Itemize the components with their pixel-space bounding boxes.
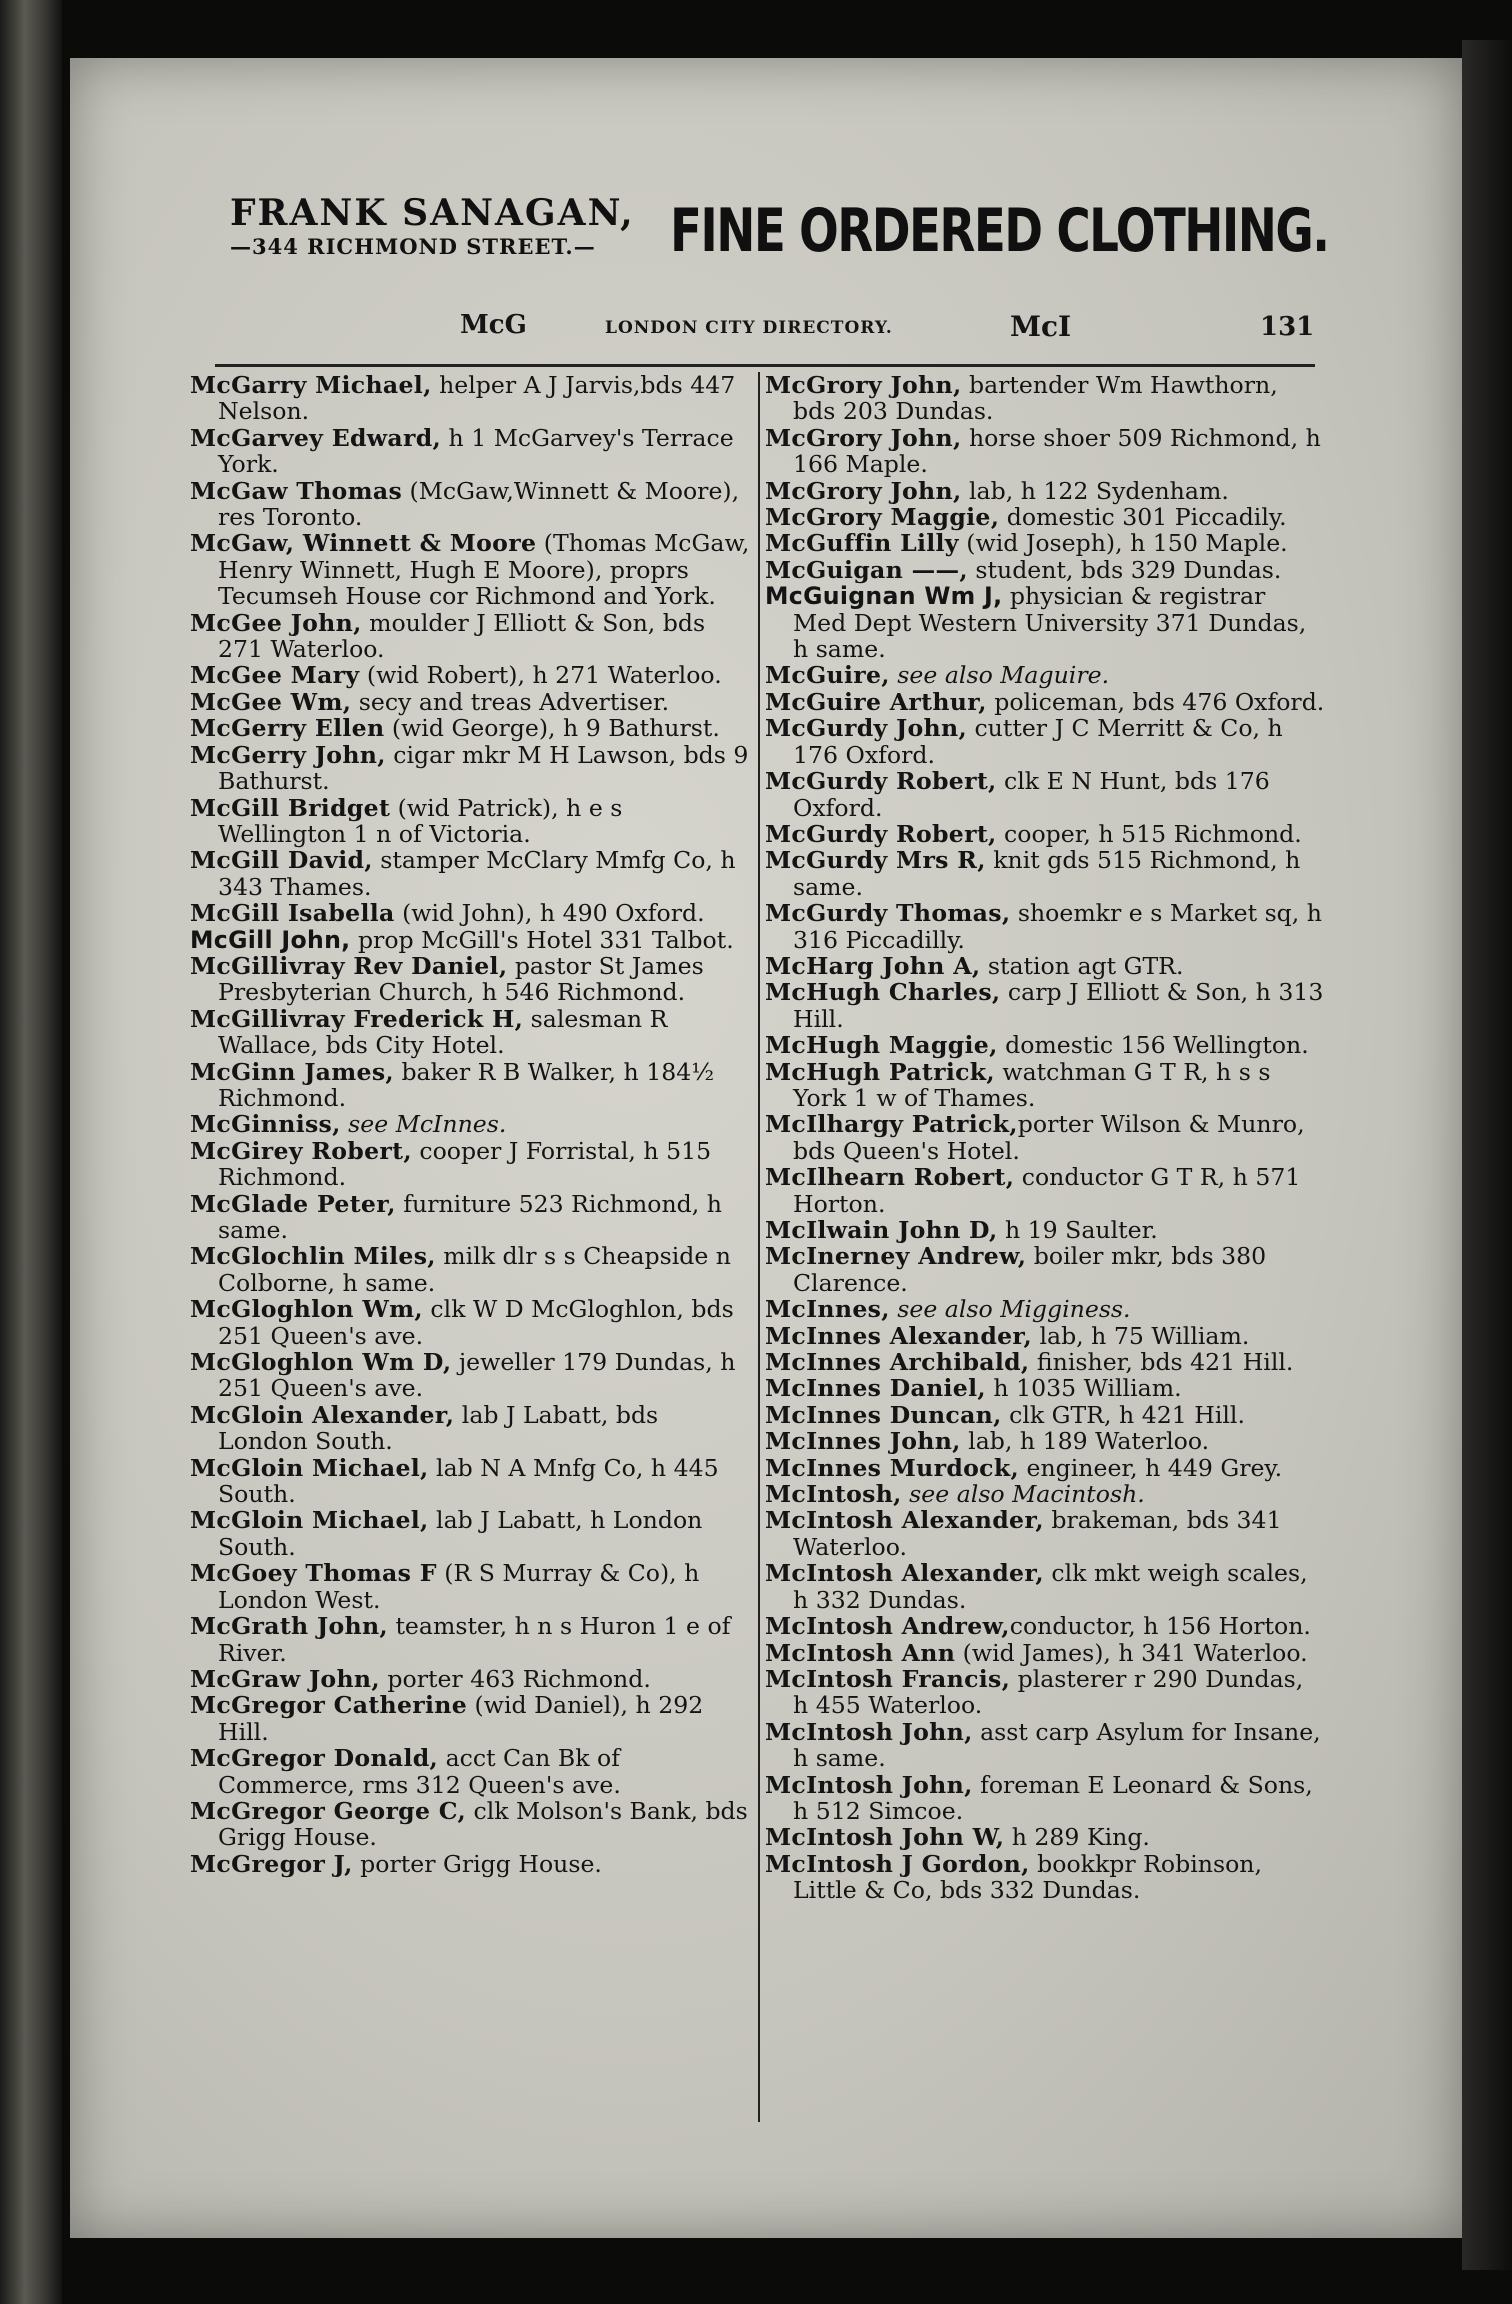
directory-entry [765,1772,1325,1825]
entry-details: (wid Joseph), h 150 Maple. [958,529,1288,558]
directory-entry [765,715,1325,768]
directory-entry [765,504,1325,530]
directory-entry [190,953,750,1006]
entry-name: McGee Wm, [190,687,352,716]
entry-name: McGee Mary [190,661,360,690]
entry-details: (wid Patrick), h e s Wellington 1 n of Victoria. [218,793,623,848]
entry-details: (R S Murray & Co), h London West. [218,1559,700,1614]
advertiser-block [230,193,670,261]
directory-entry [765,1243,1325,1296]
directory-entry [190,1111,750,1137]
entry-details: foreman E Leonard & Sons, h 512 Simcoe. [793,1770,1313,1825]
directory-entry [190,1402,750,1455]
page-number: 131 [1260,312,1315,342]
directory-entry [765,768,1325,821]
directory-entry [765,1296,1325,1322]
directory-entry [765,1349,1325,1375]
entry-details: secy and treas Advertiser. [351,687,670,716]
directory-entry [190,689,750,715]
entry-details: (wid George), h 9 Bathurst. [384,714,720,743]
entry-name: McGuignan Wm J, [765,582,1003,611]
entry-name: McIntosh Francis, [765,1664,1011,1693]
directory-entry [765,1640,1325,1666]
entry-details: porter Grigg House. [352,1849,602,1878]
entry-name: McInnes, [765,1295,890,1324]
running-head-left: McG [460,310,527,340]
running-head-title: LONDON CITY DIRECTORY. [605,318,893,338]
directory-entry [765,1164,1325,1217]
directory-entry [765,1059,1325,1112]
entry-name: McIntosh John, [765,1717,973,1746]
entry-name: McHugh Patrick, [765,1057,995,1086]
directory-entry [765,1824,1325,1850]
entry-name: McGoey Thomas F [190,1559,437,1588]
entry-details: horse shoer 509 Richmond, h 166 Maple. [793,423,1321,479]
entry-name: McIlhearn Robert, [765,1163,1015,1192]
entry-name: McIntosh Andrew, [765,1612,1010,1641]
entry-name: McGinniss, [190,1110,341,1139]
entry-details: teamster, h n s Huron 1 e of River. [218,1612,731,1667]
directory-entry [190,1191,750,1244]
entry-details: (wid James), h 341 Waterloo. [955,1638,1308,1667]
entry-name: McIlwain John D, [765,1216,998,1244]
directory-entry [765,583,1325,662]
entry-details: clk GTR, h 421 Hill. [1001,1400,1245,1429]
page-edge [1462,40,1512,2270]
directory-entry [765,530,1325,556]
directory-entry [190,662,750,688]
directory-entry [190,900,750,926]
entry-name: McGloin Alexander, [190,1400,455,1429]
directory-entry [190,847,750,900]
directory-entry [765,900,1325,953]
entry-name: McGurdy Robert, [765,767,997,796]
entry-name: McInnes Alexander, [765,1321,1032,1350]
directory-entry [190,1455,750,1508]
directory-entry [190,1296,750,1349]
entry-name: McGrory John, [765,423,962,452]
entry-name: McGlochlin Miles, [190,1242,436,1271]
entry-details: h 289 King. [1004,1823,1150,1852]
directory-entry [765,1481,1325,1507]
directory-entry [765,847,1325,900]
entry-name: McGill John, [190,925,351,954]
entry-name: McGee John, [190,608,362,637]
directory-entry [765,372,1325,425]
entry-details: lab J Labatt, bds London South. [218,1400,659,1456]
entry-details: asst carp Asylum for Insane, h same. [793,1717,1321,1773]
entry-details: brakeman, bds 341 Waterloo. [793,1506,1282,1561]
entry-details: see also Migginess. [889,1295,1131,1324]
entry-details: baker R B Walker, h 184½ Richmond. [218,1057,715,1112]
entry-name: McGregor J, [190,1849,353,1878]
entry-name: McGuire, [765,661,890,690]
directory-entry [190,1349,750,1402]
directory-entry [765,979,1325,1032]
directory-entry [765,1032,1325,1058]
entry-details: station agt GTR. [980,951,1184,980]
entry-name: McHugh Maggie, [765,1031,998,1060]
entry-name: McIlhargy Patrick, [765,1110,1018,1139]
directory-entry [190,530,750,609]
directory-entry [765,689,1325,715]
directory-entry [190,1666,750,1692]
entry-name: McGarry Michael, [190,371,432,399]
directory-entry [190,1138,750,1191]
left-column [190,372,750,1877]
running-head-right: McI [1010,310,1072,343]
entry-name: McGill Bridget [190,793,391,822]
entry-details: bookkpr Robinson, Little & Co, bds 332 Dundas. [793,1849,1262,1905]
directory-entry [765,1375,1325,1401]
entry-details: clk W D McGloghlon, bds 251 Queen's ave. [218,1295,734,1350]
entry-details: (wid Robert), h 271 Waterloo. [359,661,722,690]
entry-details: physician & registrar Med Dept Western University 371 Dundas, h same. [793,582,1307,664]
entry-details: porter 463 Richmond. [379,1664,651,1693]
entry-details: see also Macintosh. [901,1480,1145,1509]
entry-name: McGloin Michael, [190,1453,429,1482]
entry-details: salesman R Wallace, bds City Hotel. [218,1004,668,1060]
entry-details: pastor St James Presbyterian Church, h 546 Richmond. [218,951,704,1007]
directory-entry [765,1455,1325,1481]
entry-name: McGarvey Edward, [190,423,442,452]
entry-details: engineer, h 449 Grey. [1019,1453,1283,1482]
directory-entry [765,1402,1325,1428]
entry-details: (Thomas McGaw, Henry Winnett, Hugh E Moore), proprs Tecumseh House cor Richmond and York. [218,529,750,611]
entry-details: lab, h 189 Waterloo. [960,1427,1210,1456]
directory-entry [765,557,1325,583]
entry-name: McGuigan ——, [765,555,968,584]
entry-name: McGloghlon Wm, [190,1295,423,1324]
entry-details: clk mkt weigh scales, h 332 Dundas. [793,1559,1308,1614]
directory-entry [190,1798,750,1851]
entry-name: McGlade Peter, [190,1189,396,1218]
directory-entry [765,1428,1325,1454]
directory-entry [765,1111,1325,1164]
entry-details: cutter J C Merritt & Co, h 176 Oxford. [793,714,1283,769]
entry-name: McIntosh Alexander, [765,1559,1044,1588]
directory-entry [190,1059,750,1112]
entry-name: McGrory John, [765,371,962,399]
entry-details: policeman, bds 476 Oxford. [986,687,1325,716]
entry-details: lab J Labatt, h London South. [218,1506,703,1561]
entry-name: McGrath John, [190,1612,388,1641]
entry-details: (wid Daniel), h 292 Hill. [218,1691,704,1746]
directory-entry [190,795,750,848]
entry-name: McInnes John, [765,1427,961,1456]
entry-name: McGillivray Frederick H, [190,1004,524,1033]
directory-entry [765,1613,1325,1639]
entry-name: McIntosh Ann [765,1638,956,1667]
right-column [765,372,1325,1904]
advertisement-slogan: FINE ORDERED CLOTHING. [670,196,1329,266]
entry-name: McGraw John, [190,1664,380,1693]
entry-name: McIntosh John W, [765,1823,1005,1852]
entry-name: McGaw Thomas [190,476,403,505]
entry-details: clk E N Hunt, bds 176 Oxford. [793,767,1270,822]
entry-name: McInnes Murdock, [765,1453,1019,1482]
entry-name: McGregor Donald, [190,1744,439,1773]
advertisement-banner [160,185,1329,295]
directory-entry [765,1507,1325,1560]
entry-details: clk Molson's Bank, bds Grigg House. [218,1796,748,1852]
entry-details: carp J Elliott & Son, h 313 Hill. [793,978,1324,1033]
entry-details: domestic 301 Piccadily. [999,503,1287,532]
directory-entry [765,1851,1325,1904]
entry-details: cooper, h 515 Richmond. [996,819,1302,848]
entry-name: McGinn James, [190,1057,394,1086]
entry-details: conductor G T R, h 571 Horton. [793,1163,1301,1218]
directory-entry [765,821,1325,847]
entry-name: McGirey Robert, [190,1136,412,1165]
entry-details: jeweller 179 Dundas, h 251 Queen's ave. [218,1348,736,1403]
entry-details: boiler mkr, bds 380 Clarence. [793,1242,1267,1297]
directory-entry [190,742,750,795]
entry-name: McGuire Arthur, [765,687,987,716]
entry-name: McHugh Charles, [765,978,1001,1007]
entry-name: McInnes Archibald, [765,1348,1030,1377]
directory-entry [190,1745,750,1798]
entry-details: cooper J Forristal, h 515 Richmond. [218,1136,712,1192]
directory-entry [765,1217,1325,1243]
directory-entry [190,927,750,953]
entry-details: conductor, h 156 Horton. [1009,1612,1311,1641]
directory-entry [190,610,750,663]
entry-name: McGregor Catherine [190,1691,468,1720]
column-divider [758,372,760,2122]
directory-entry [190,1006,750,1059]
entry-details: h 19 Saulter. [997,1216,1158,1244]
entry-details: domestic 156 Wellington. [997,1031,1309,1060]
directory-entry [765,1666,1325,1719]
advertiser-name: FRANK SANAGAN, [230,192,635,234]
entry-details: see also Maguire. [889,661,1110,690]
entry-details: finisher, bds 421 Hill. [1029,1348,1294,1377]
entry-name: McGill Isabella [190,899,395,928]
entry-details: (McGaw,Winnett & Moore), res Toronto. [218,476,740,532]
entry-details: porter Wilson & Munro, bds Queen's Hotel. [793,1110,1305,1165]
directory-entry [190,1507,750,1560]
entry-name: McGerry Ellen [190,714,385,743]
directory-entry [190,1851,750,1877]
entry-details: h 1035 William. [985,1374,1182,1403]
entry-name: McIntosh John, [765,1770,973,1799]
entry-details: lab, h 122 Sydenham. [961,476,1229,505]
entry-details: lab, h 75 William. [1031,1321,1250,1350]
entry-name: McGurdy Mrs R, [765,846,986,875]
entry-name: McInerney Andrew, [765,1242,1027,1271]
directory-entry [765,425,1325,478]
entry-details: furniture 523 Richmond, h same. [218,1189,722,1244]
entry-name: McGregor George C, [190,1796,466,1825]
entry-details: prop McGill's Hotel 331 Talbot. [350,925,734,954]
directory-entry [190,425,750,478]
entry-details: milk dlr s s Cheapside n Colborne, h same. [218,1242,731,1297]
entry-name: McGuffin Lilly [765,529,959,558]
directory-entry [765,1719,1325,1772]
entry-name: McGrory Maggie, [765,503,1000,532]
entry-details: plasterer r 290 Dundas, h 455 Waterloo. [793,1664,1304,1720]
directory-entry [765,1323,1325,1349]
entry-name: McGrory John, [765,476,962,505]
entry-details: watchman G T R, h s s York 1 w of Thames. [793,1057,1271,1112]
advertiser-address: —344 RICHMOND STREET.— [230,234,596,259]
entry-name: McInnes Daniel, [765,1374,986,1403]
directory-entry [765,953,1325,979]
entry-name: McGill David, [190,846,373,875]
entry-name: McIntosh Alexander, [765,1506,1044,1535]
entry-name: McIntosh J Gordon, [765,1849,1030,1878]
entry-details: moulder J Elliott & Son, bds 271 Waterloo. [218,608,706,664]
entry-details: shoemkr e s Market sq, h 316 Piccadilly. [793,899,1322,954]
entry-details: helper A J Jarvis,bds 447 Nelson. [218,371,736,426]
entry-details: see McInnes. [340,1110,507,1139]
entry-details: lab N A Mnfg Co, h 445 South. [218,1453,719,1509]
header-rule [215,364,1315,367]
running-head [220,300,1315,350]
directory-entry [190,1560,750,1613]
entry-name: McGerry John, [190,740,386,769]
directory-entry [765,662,1325,688]
entry-name: McGillivray Rev Daniel, [190,951,508,980]
entry-name: McGurdy Thomas, [765,899,1011,928]
directory-entry [765,478,1325,504]
directory-entry [190,1613,750,1666]
entry-name: McGurdy Robert, [765,819,997,848]
book-spine [0,0,62,2304]
entry-name: McGloghlon Wm D, [190,1348,452,1377]
entry-details: knit gds 515 Richmond, h same. [793,846,1301,901]
entry-details: bartender Wm Hawthorn, bds 203 Dundas. [793,371,1278,426]
entry-details: h 1 McGarvey's Terrace York. [218,423,734,479]
entry-details: cigar mkr M H Lawson, bds 9 Bathurst. [218,740,749,796]
entry-name: McIntosh, [765,1480,902,1509]
directory-entry [190,715,750,741]
entry-details: student, bds 329 Dundas. [967,555,1282,584]
directory-entry [765,1560,1325,1613]
directory-entry [190,1692,750,1745]
entry-details: acct Can Bk of Commerce, rms 312 Queen's ave. [218,1744,621,1799]
directory-entry [190,478,750,531]
entry-name: McInnes Duncan, [765,1400,1002,1429]
entry-name: McGloin Michael, [190,1506,429,1535]
entry-name: McHarg John A, [765,951,981,980]
entry-name: McGaw, Winnett & Moore [190,529,537,558]
entry-name: McGurdy John, [765,714,967,743]
entry-details: stamper McClary Mmfg Co, h 343 Thames. [218,846,736,901]
entry-details: (wid John), h 490 Oxford. [394,899,705,928]
directory-entry [190,372,750,425]
directory-entry [190,1243,750,1296]
